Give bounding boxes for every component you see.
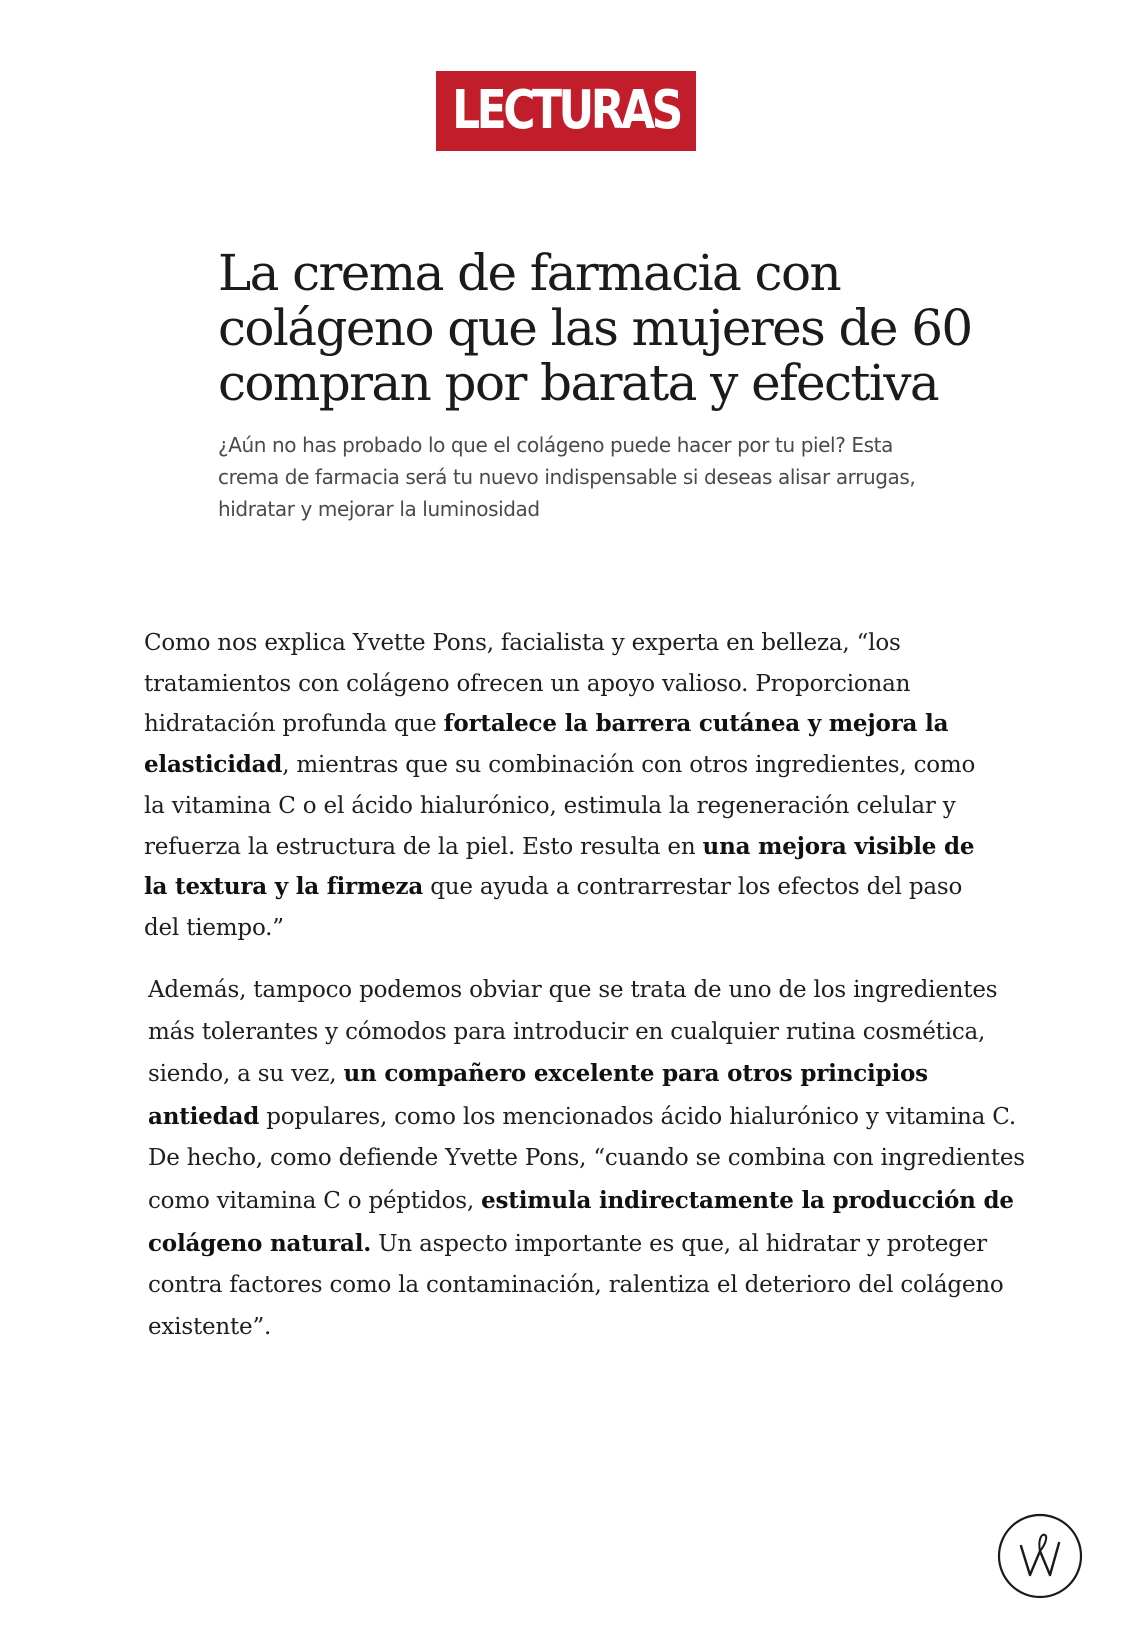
paragraph-text: Un aspecto importante es que, al hidratar y proteger contra factores como la contaminación, ralentiza el deterioro del colágeno existente”. [148,1230,1004,1340]
paragraph-text: populares, como los mencionados ácido hialurónico y vitamina C. De hecho, como defiende Yvette Pons, “cuando se combina con ingredientes como vitamina C o péptidos, [148,1103,1025,1214]
paragraph-bold-text: un compañero excelente para otros principios antiedad [148,1060,928,1130]
body-paragraph-2 [148,970,1046,1348]
paragraph-text: Como nos explica Yvette Pons, facialista y experta en belleza, “los tratamientos con colágeno ofrecen un apoyo valioso. Proporcionan hidratación profunda que [144,630,911,738]
article-subtitle: ¿Aún no has probado lo que el colágeno puede hacer por tu piel? Esta crema de farmacia será tu nuevo indispensable si deseas alisar arrugas, hidratar y mejorar la luminosidad [218,433,916,521]
paragraph-text: Además, tampoco podemos obviar que se trata de uno de los ingredientes más tolerantes y cómodos para introducir en cualquier rutina cosmética, siendo, a su vez, [148,977,998,1088]
lecturas-logo [436,71,696,151]
paragraph-bold-text: una mejora visible de la textura y la firmeza [144,832,975,901]
paragraph-bold-text: fortalece la barrera cutánea y mejora la elasticidad [144,710,949,779]
paragraph-bold-text: estimula indirectamente la producción de colágeno natural. [148,1186,1014,1257]
article-headline: La crema de farmacia con colágeno que las mujeres de 60 compran por barata y efectiva [218,244,972,412]
paragraph-text: que ayuda a contrarrestar los efectos del paso del tiempo.” [144,874,963,941]
w-monogram-circle-icon [997,1513,1083,1599]
body-paragraph-1 [144,623,994,949]
paragraph-text: , mientras que su combinación con otros ingredientes, como la vitamina C o el ácido hialurónico, estimula la regeneración celular y refuerza la estructura de la piel. Esto resulta en [144,752,976,860]
logo-text: LECTURAS [452,79,680,142]
